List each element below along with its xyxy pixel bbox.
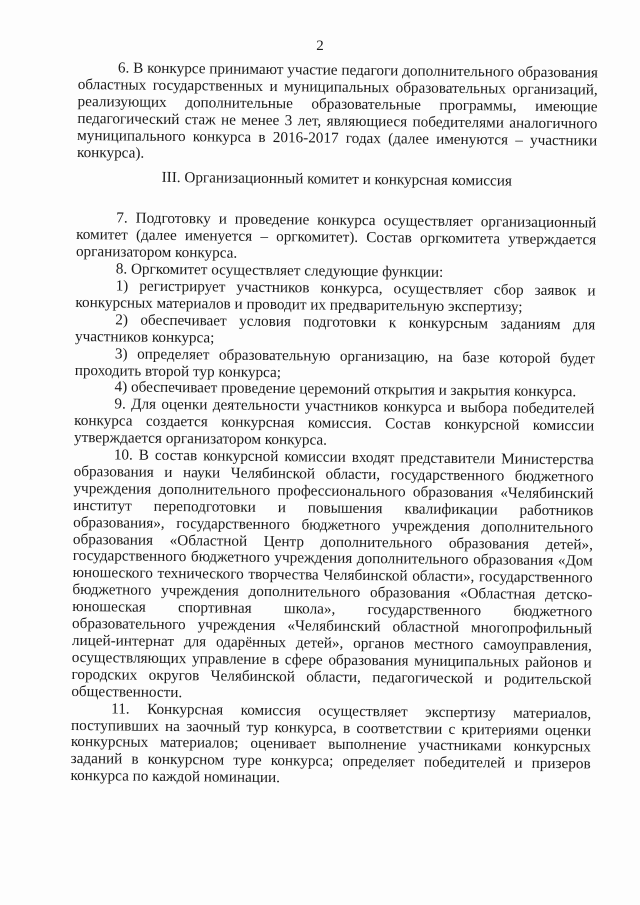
paragraph-11: 11. Конкурсная комиссия осуществляет экспертизу материалов, поступивших на заочный тур конкурса, в соответствии с критериями оценки конкурсных материалов; оценивает выполнение участниками конкурсных заданий в конкурсном туре конкурса; определяет победителей и призеров конкурса по каждой номинации. — [70, 700, 592, 787]
paragraph-8-item-4: 4) обеспечивает проведение церемоний открытия и закрытия конкурса. — [114, 378, 577, 401]
section-heading-3: III. Организационный комитет и конкурсная комиссия — [161, 169, 512, 190]
paragraph-8-item-3: 3) определяет образовательную организацию, на базе которой будет проходить второй тур конкурса; — [74, 344, 595, 381]
paragraph-6: 6. В конкурсе принимают участие педагоги дополнительного образования областных государственных и муниципальных образовательных организаций, реализующих дополнительные образовательные программы, имеющие педагогический стаж не менее 3 лет, являющиеся победителями аналогичного муниципального конкурса в 2016-2017 годах (далее именуются – участники конкурса). — [76, 59, 598, 162]
document-body — [70, 60, 598, 791]
paragraph-8-item-1: 1) регистрирует участников конкурса, осуществляет сбор заявок и конкурсных материалов и проводит их предварительную экспертизу; — [75, 277, 596, 316]
paragraph-8: 8. Оргкомитет осуществляет следующие функции: — [115, 260, 444, 281]
paragraph-10: 10. В состав конкурсной комиссии входят представители Министерства образования и науки Челябинской области, государственного бюджетного учреждения дополнительного профессионального образования «Челябинский институт переподготовки и повышения квалификации работников образования», государственного бюджетного учреждения дополнительного образования «Областной Центр дополнительного образования детей», государственного бюджетного учреждения дополнительного образования «Дом юношеского технического творчества Челябинской области», государственного бюджетного учреждения дополнительного образования «Областная детско-юношеская спортивная школа», государственного бюджетного образовательного учреждения «Челябинский областной многопрофильный лицей-интернат для одарённых детей», органов местного самоуправления, осуществляющих управление в сфере образования муниципальных районов и городских округов Челябинской области, педагогической и родительской общественности. — [71, 446, 594, 701]
paragraph-9: 9. Для оценки деятельности участников конкурса и выбора победителей конкурса создается конкурсная комиссия. Состав конкурсной комиссии утверждается организатором конкурса. — [73, 395, 595, 449]
paragraph-8-item-2: 2) обеспечивает условия подготовки к конкурсным заданиям для участников конкурса; — [75, 311, 596, 347]
paragraph-7: 7. Подготовку и проведение конкурса осуществляет организационный комитет (далее именуется – оргкомитет). Состав оргкомитета утверждается организатором конкурса. — [75, 209, 597, 262]
page-number: 2 — [316, 38, 324, 54]
